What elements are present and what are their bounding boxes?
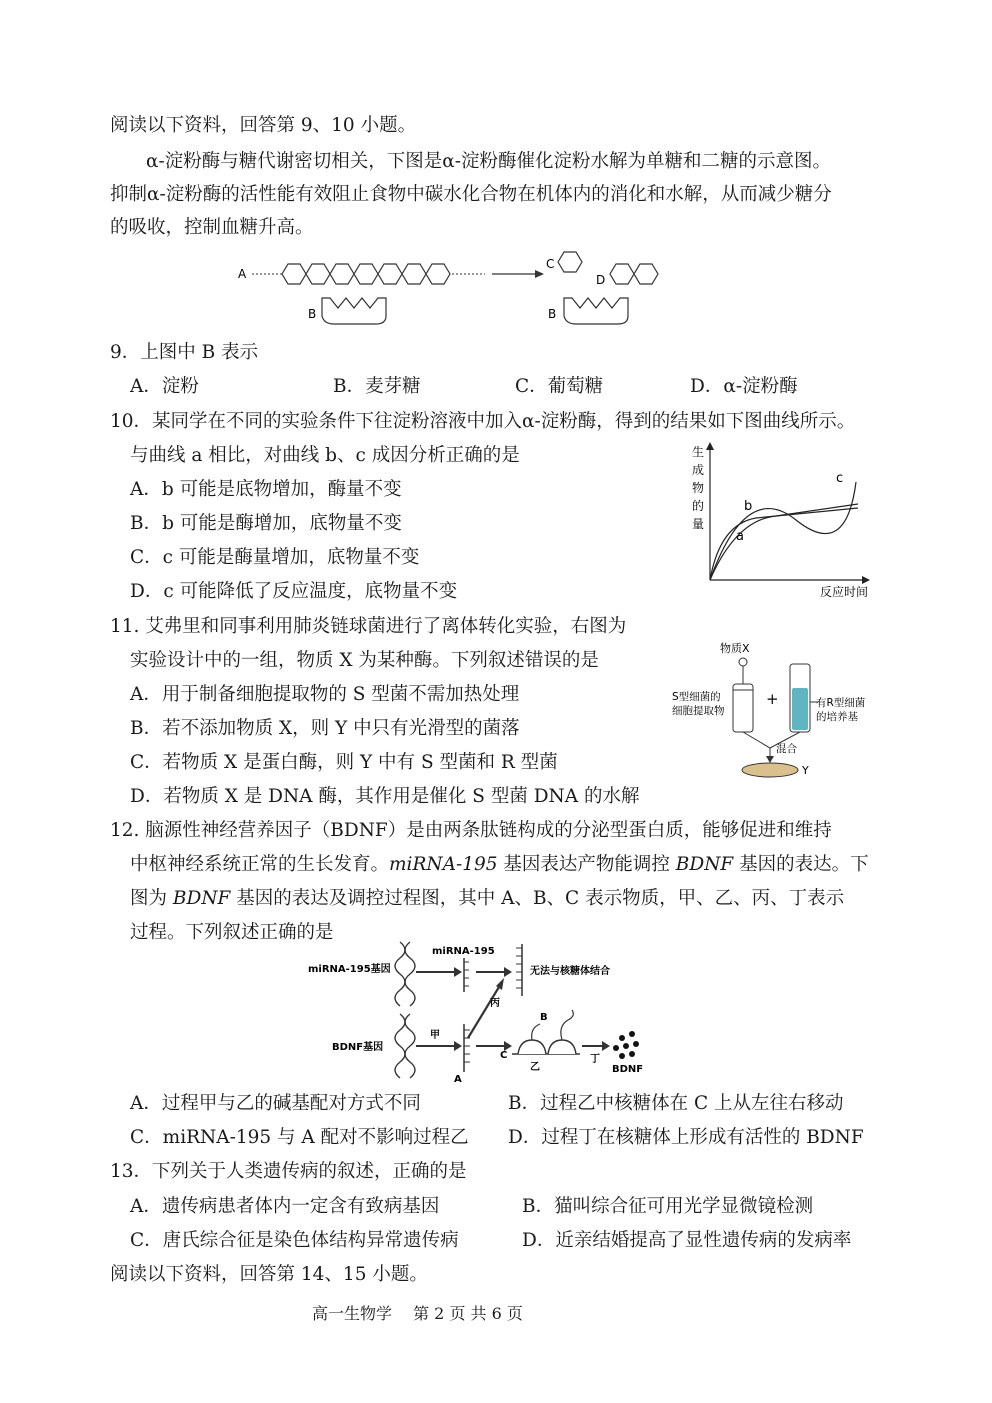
q9-option-c[interactable]: C．葡萄糖 [515, 376, 604, 397]
q11-option-c[interactable]: C．若物质 X 是蛋白酶，则 Y 中有 S 型菌和 R 型菌 [130, 752, 558, 773]
bdnf-protein-dots [613, 1031, 639, 1059]
q9-option-d[interactable]: D．α-淀粉酶 [690, 376, 798, 397]
svg-text:成: 成 [692, 463, 705, 477]
s-extract-label-1: S型细菌的 [672, 691, 721, 703]
glucose-c [558, 252, 582, 272]
enzyme-b-left [322, 298, 386, 324]
substance-x-label: 物质X [720, 642, 750, 655]
q10-option-a[interactable]: A．b 可能是底物增加，酶量不变 [130, 479, 402, 500]
dropper-bulb [739, 658, 747, 666]
bdnf-gene-helix [395, 1014, 415, 1078]
q12-option-a[interactable]: A．过程甲与乙的碱基配对方式不同 [130, 1093, 421, 1114]
svg-text:的: 的 [692, 499, 705, 513]
substance-c-label: C [500, 1050, 508, 1061]
svg-text:生: 生 [692, 445, 705, 459]
mirna-bars-right [516, 948, 522, 988]
curve-a [710, 504, 858, 580]
q12-stem-3: 图为 BDNF 基因的表达及调控过程图，其中 A、B、C 表示物质，甲、乙、丙、丁表示 [130, 888, 845, 909]
q13-option-a[interactable]: A．遗传病患者体内一定含有致病基因 [130, 1196, 440, 1217]
r-medium-label-2: 的培养基 [816, 711, 858, 723]
bdnf-product-label: BDNF [612, 1064, 644, 1075]
label-c: c [836, 471, 844, 486]
q11-stem-1: 11. 艾弗里和同事利用肺炎链球菌进行了离体转化实验，右图为 [110, 616, 627, 637]
s-extract-label-2: 细胞提取物 [672, 705, 725, 717]
bdnf-gene-label: BDNF基因 [332, 1042, 384, 1053]
q12-option-d[interactable]: D．过程丁在核糖体上形成有活性的 BDNF [508, 1127, 864, 1148]
q13-option-c[interactable]: C．唐氏综合征是染色体结构异常遗传病 [130, 1230, 459, 1251]
amylase-hydrolysis-figure [230, 248, 670, 330]
mix-label: 混合 [776, 743, 797, 755]
starch-chain [282, 264, 450, 284]
q12-stem-2: 中枢神经系统正常的生长发育。miRNA-195 基因表达产物能调控 BDNF 基因的表达。下 [130, 854, 869, 875]
dish-y-label: Y [802, 764, 809, 777]
graph-xlabel: 反应时间 [820, 585, 869, 599]
process-ding-label: 丁 [590, 1054, 600, 1065]
r-culture-liquid [792, 688, 808, 730]
bdnf-expression-figure [304, 940, 654, 1086]
q10-stem-1: 10．某同学在不同的实验条件下往淀粉溶液中加入α-淀粉酶，得到的结果如下图曲线所示。 [110, 411, 856, 432]
curve-b [710, 508, 858, 580]
petri-dish [742, 763, 798, 777]
mirna-gene-label: miRNA-195基因 [308, 964, 391, 975]
label-a: a [736, 529, 744, 544]
maltose-d [610, 264, 658, 284]
test-tube-left [733, 684, 753, 732]
q11-option-a[interactable]: A．用于制备细胞提取物的 S 型菌不需加热处理 [130, 684, 520, 705]
material-line-2: 抑制α-淀粉酶的活性能有效阻止食物中碳水化合物在机体内的消化和水解，从而减少糖分 [110, 184, 832, 205]
enzyme-b-right [564, 298, 628, 324]
peptide-chain-2 [561, 1010, 573, 1040]
peptide-chain-1 [532, 1024, 540, 1040]
q12-option-b[interactable]: B．过程乙中核糖体在 C 上从左往右移动 [508, 1093, 844, 1114]
q11-stem-2: 实验设计中的一组，物质 X 为某种酶。下列叙述错误的是 [130, 650, 599, 671]
svg-text:物: 物 [692, 481, 705, 495]
q13-option-b[interactable]: B．猫叫综合征可用光学显微镜检测 [522, 1196, 814, 1217]
fig1-label-a: A [238, 267, 247, 281]
intro-9-10: 阅读以下资料，回答第 9、10 小题。 [110, 115, 417, 136]
q9-option-a[interactable]: A．淀粉 [130, 376, 199, 397]
process-yi-label: 乙 [530, 1062, 540, 1073]
fig1-label-d: D [596, 273, 606, 287]
material-line-3: 的吸收，控制血糖升高。 [110, 217, 314, 238]
page-footer: 高一生物学 第 2 页 共 6 页 [312, 1304, 523, 1323]
svg-text:量: 量 [692, 517, 705, 531]
q10-option-c[interactable]: C．c 可能是酶量增加，底物量不变 [130, 547, 420, 568]
process-bing-label: 丙 [490, 998, 500, 1009]
q13-option-d[interactable]: D．近亲结婚提高了显性遗传病的发病率 [522, 1230, 852, 1251]
plus-sign: + [766, 690, 779, 708]
substance-b-label: B [540, 1012, 548, 1023]
q12-stem-4: 过程。下列叙述正确的是 [130, 922, 334, 943]
r-medium-label-1: 有R型细菌 [816, 697, 866, 709]
bing-arrow [468, 982, 502, 1038]
ribosome-2 [548, 1040, 576, 1054]
fig1-label-c: C [546, 257, 555, 271]
transformation-experiment-figure [668, 638, 886, 784]
mirna-label: miRNA-195 [432, 946, 495, 957]
q10-stem-2: 与曲线 a 相比，对曲线 b、c 成因分析正确的是 [130, 445, 520, 466]
q11-option-d[interactable]: D．若物质 X 是 DNA 酶，其作用是催化 S 型菌 DNA 的水解 [130, 786, 640, 807]
substance-a-label: A [454, 1074, 462, 1085]
mirna-gene-helix [395, 942, 415, 1006]
q13-stem: 13．下列关于人类遗传病的叙述，正确的是 [110, 1161, 467, 1182]
fig1-label-b-right: B [548, 307, 557, 321]
label-b: b [744, 499, 753, 514]
ribosome-1 [518, 1040, 546, 1054]
q9-option-b[interactable]: B．麦芽糖 [333, 376, 421, 397]
product-time-graph [686, 440, 886, 602]
process-jia-label: 甲 [430, 1030, 440, 1041]
q12-option-c[interactable]: C．miRNA-195 与 A 配对不影响过程乙 [130, 1127, 469, 1148]
no-ribosome-binding-label: 无法与核糖体结合 [530, 966, 610, 977]
material-line-1: α-淀粉酶与糖代谢密切相关，下图是α-淀粉酶催化淀粉水解为单糖和二糖的示意图。 [146, 151, 831, 172]
q12-stem-1: 12. 脑源性神经营养因子（BDNF）是由两条肽链构成的分泌型蛋白质，能够促进和维持 [110, 820, 832, 841]
intro-14-15: 阅读以下资料，回答第 14、15 小题。 [110, 1264, 428, 1285]
q10-option-b[interactable]: B．b 可能是酶增加，底物量不变 [130, 513, 402, 534]
q11-option-b[interactable]: B．若不添加物质 X，则 Y 中只有光滑型的菌落 [130, 718, 520, 739]
q9-stem: 9．上图中 B 表示 [110, 342, 259, 363]
fig1-label-b-left: B [308, 307, 317, 321]
graph-ylabel [692, 444, 704, 531]
q10-option-d[interactable]: D．c 可能降低了反应温度，底物量不变 [130, 581, 458, 602]
